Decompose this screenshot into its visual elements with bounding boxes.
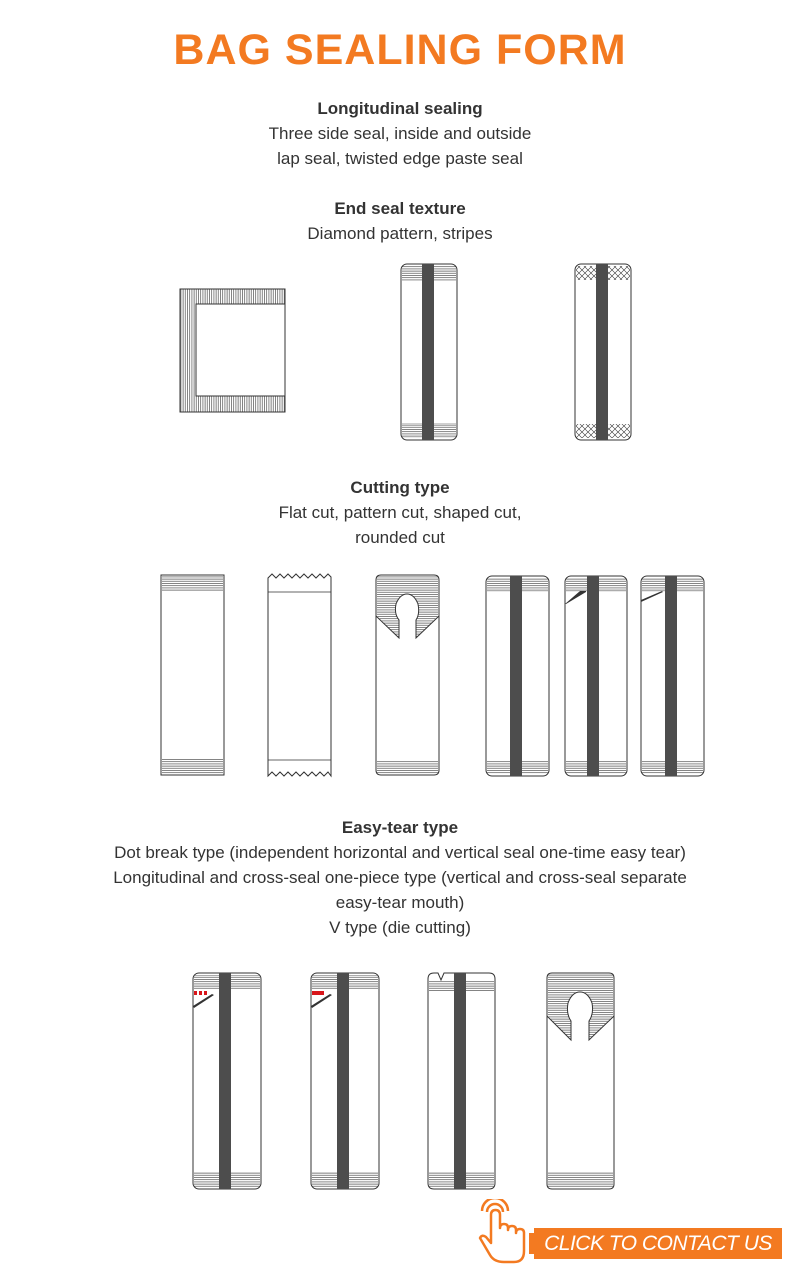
section-line: Diamond pattern, stripes <box>307 224 493 243</box>
three-side-seal-bag <box>180 289 285 412</box>
pattern-cut-bag <box>268 574 331 776</box>
stripe-end-seal-bag <box>401 264 457 440</box>
section-line: V type (die cutting) <box>329 918 471 937</box>
section-line: lap seal, twisted edge paste seal <box>277 149 523 168</box>
section-line: Flat cut, pattern cut, shaped cut, <box>278 503 522 522</box>
contact-us-button[interactable] <box>476 1199 786 1265</box>
die-cut-shaped-bag <box>547 973 614 1189</box>
easy-tear-dot <box>204 991 207 995</box>
notch-cut-bag <box>565 576 627 776</box>
diamond-end-seal-bag <box>575 264 631 440</box>
slant-cut-bag <box>641 576 704 776</box>
section-line: Longitudinal and cross-seal one-piece type (vertical and cross-seal separate <box>113 868 687 887</box>
section-heading: End seal texture <box>334 199 466 218</box>
section-heading: Easy-tear type <box>341 818 459 837</box>
easy-tear-mark <box>312 991 324 995</box>
easy-tear-dot <box>199 991 202 995</box>
rounded-cut-bag <box>486 576 549 776</box>
page-title: BAG SEALING FORM <box>173 26 627 74</box>
section-line: easy-tear mouth) <box>335 893 465 912</box>
hand-pointer-icon <box>476 1199 532 1265</box>
v-type-tear-bag <box>428 973 495 1189</box>
section-line: Dot break type (independent horizontal and vertical seal one-time easy tear) <box>114 843 686 862</box>
section-heading: Longitudinal sealing <box>317 99 483 118</box>
contact-us-label[interactable]: CLICK TO CONTACT US <box>544 1232 772 1255</box>
dot-break-tear-bag <box>193 973 261 1189</box>
section-heading: Cutting type <box>350 478 450 497</box>
contact-us-label-box[interactable] <box>534 1228 782 1259</box>
shaped-cut-bag <box>376 575 439 775</box>
flat-cut-bag <box>161 575 224 775</box>
section-line: rounded cut <box>355 528 445 547</box>
section-line: Three side seal, inside and outside <box>268 124 532 143</box>
easy-tear-dot <box>194 991 197 995</box>
one-piece-tear-bag <box>311 973 379 1189</box>
